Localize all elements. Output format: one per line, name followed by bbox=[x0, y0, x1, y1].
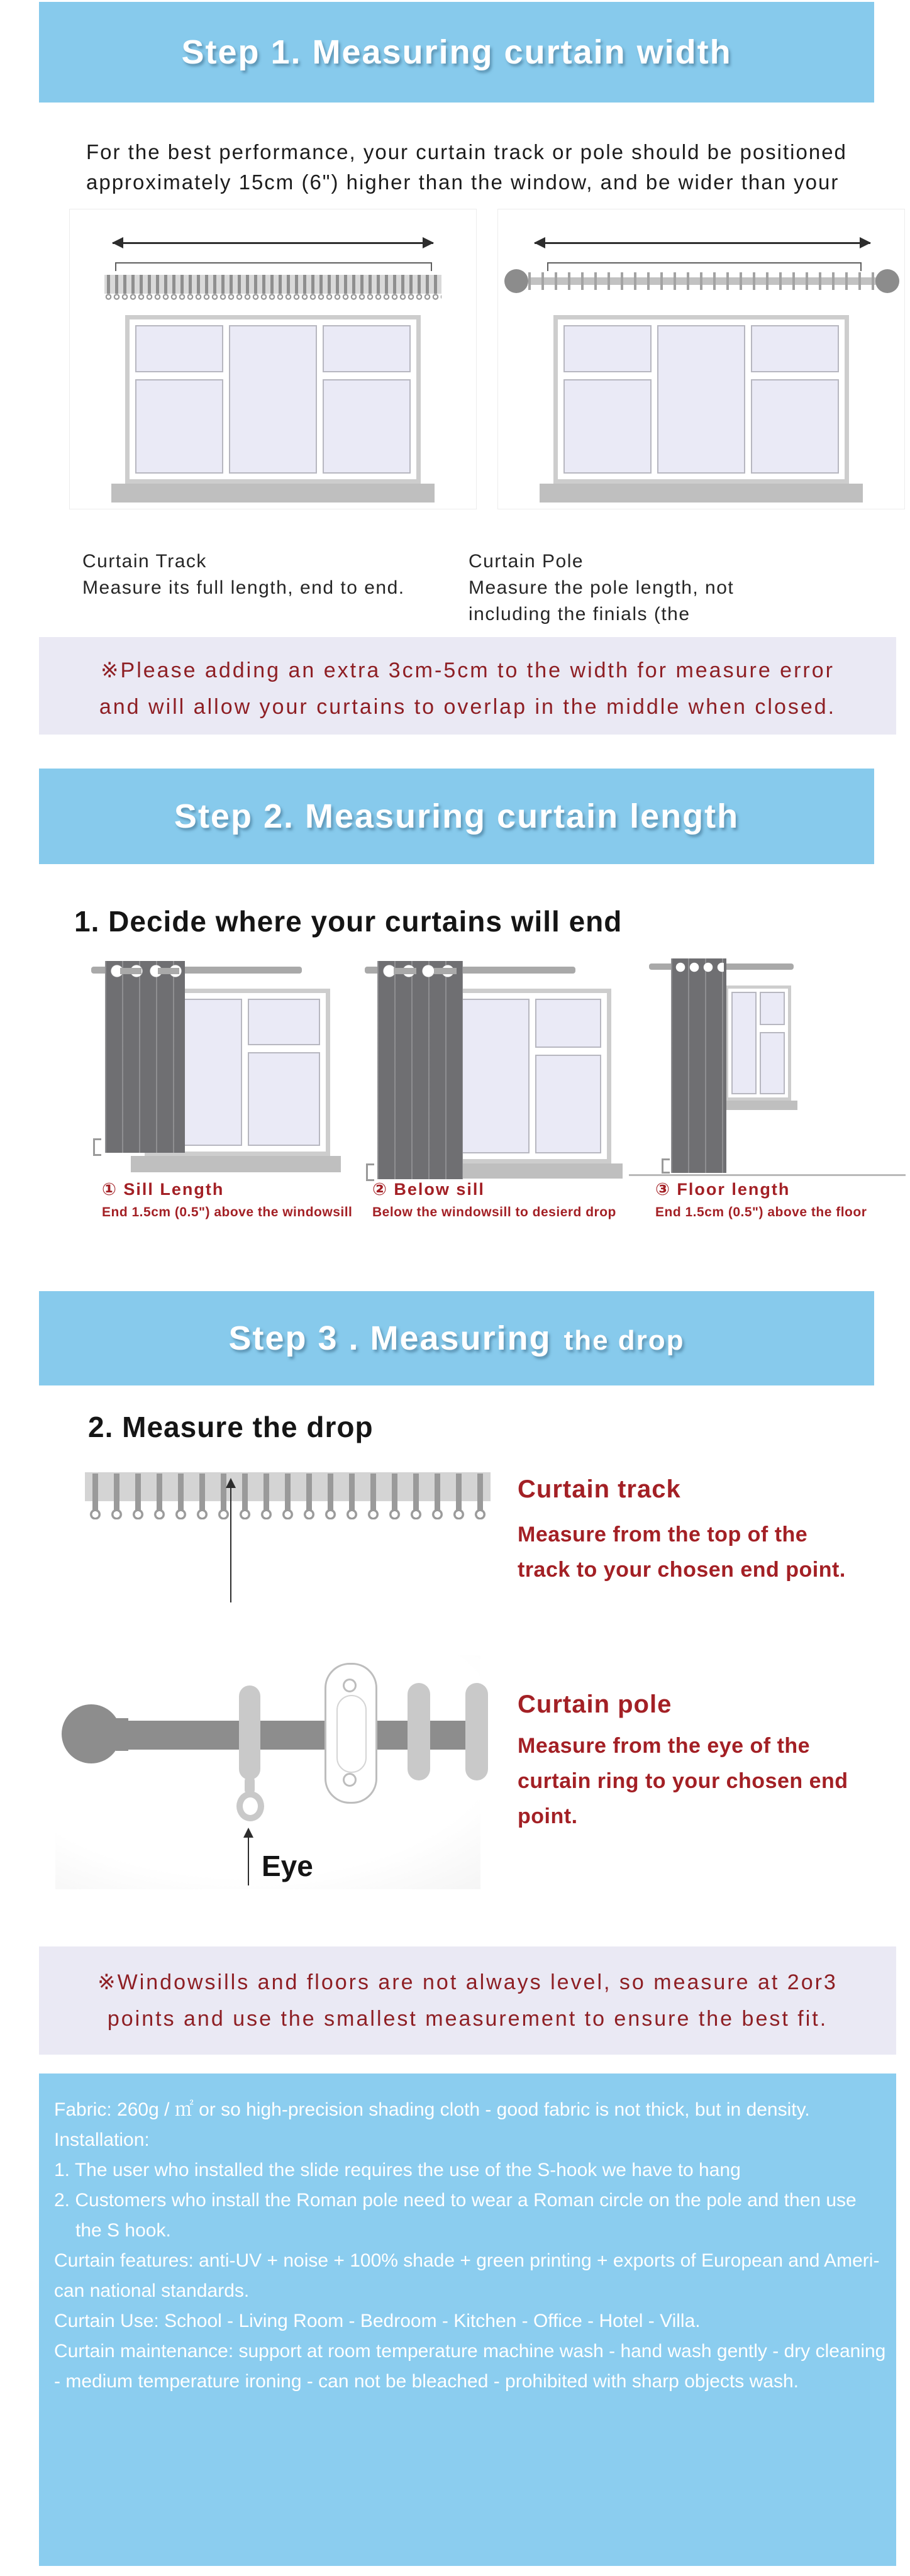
info-line: Curtain Use: School - Living Room - Bedroom - Kitchen - Office - Hotel - Villa. bbox=[54, 2311, 701, 2331]
curtain-graphic bbox=[105, 961, 185, 1153]
step3-title-sub: the drop bbox=[563, 1325, 685, 1356]
curtain-pole-width-diagram bbox=[497, 209, 905, 509]
step1-title: Step 1. Measuring curtain width bbox=[181, 33, 732, 71]
pole-segment bbox=[120, 968, 141, 974]
note-line-1: ※Please adding an extra 3cm-5cm to the width for measure error bbox=[101, 658, 835, 682]
window-illustration bbox=[725, 985, 791, 1101]
info-line: 1. The user who installed the slide requires the use of the S-hook we have to hang bbox=[54, 2160, 741, 2180]
track-drop-text bbox=[518, 1517, 846, 1587]
windowsill bbox=[540, 484, 863, 502]
screw-icon bbox=[343, 1773, 357, 1787]
option-sill-length bbox=[69, 956, 353, 1236]
length-options-row bbox=[69, 956, 910, 1236]
finial-ball bbox=[62, 1704, 121, 1763]
step3-title bbox=[228, 1319, 684, 1358]
curtain-pole-graphic bbox=[528, 272, 877, 290]
track-drop-title: Curtain track bbox=[518, 1475, 681, 1503]
info-line: Installation: bbox=[54, 2129, 150, 2150]
product-info-panel bbox=[39, 2074, 896, 2566]
pole-drop-text bbox=[518, 1728, 848, 1834]
track-hook-rings bbox=[104, 294, 441, 301]
pole-drop-title: Curtain pole bbox=[518, 1690, 672, 1718]
measure-mark bbox=[366, 1163, 374, 1181]
curtain-track-graphic bbox=[104, 275, 441, 294]
window-illustration bbox=[440, 989, 611, 1163]
eye-label: Eye bbox=[262, 1850, 313, 1882]
ring-eye bbox=[236, 1791, 264, 1821]
step3-subheading: 2. Measure the drop bbox=[88, 1411, 374, 1443]
intro-line-1: For the best performance, your curtain track or pole should be positioned bbox=[86, 140, 847, 164]
curtain-ring bbox=[465, 1683, 488, 1780]
measure-bracket bbox=[547, 262, 862, 271]
info-line: Curtain maintenance: support at room temperature machine wash - hand wash gently - dry cleaning bbox=[54, 2341, 886, 2362]
option-below-sill bbox=[352, 956, 623, 1236]
info-line: 2. Customers who install the Roman pole need to wear a Roman circle on the pole and then use bbox=[54, 2190, 857, 2211]
pole-segment bbox=[394, 968, 416, 974]
pole-caption-line-2: including the finials (the bbox=[469, 604, 691, 625]
pole-segment bbox=[158, 968, 179, 974]
width-arrow-icon bbox=[535, 242, 870, 244]
note-line-2: and will allow your curtains to overlap in the middle when closed. bbox=[99, 695, 836, 719]
option-label: ② Below sill bbox=[372, 1180, 485, 1199]
curtain-graphic bbox=[377, 961, 463, 1179]
floor-line bbox=[629, 1174, 906, 1176]
option-label: ③ Floor length bbox=[655, 1180, 791, 1199]
option-desc: End 1.5cm (0.5") above the windowsill bbox=[102, 1205, 353, 1219]
wall-bracket bbox=[325, 1663, 377, 1804]
width-measure-note bbox=[39, 637, 896, 735]
curtain-track-width-diagram bbox=[69, 209, 477, 509]
step1-intro-paragraph bbox=[86, 137, 847, 197]
track-drop-line-1: Measure from the top of the bbox=[518, 1523, 808, 1546]
option-desc: End 1.5cm (0.5") above the floor bbox=[655, 1205, 867, 1219]
grommets bbox=[674, 962, 724, 973]
windowsill bbox=[111, 484, 435, 502]
intro-line-2: approximately 15cm (6") higher than the window, and be wider than your bbox=[86, 170, 840, 194]
pole-drop-line-1: Measure from the eye of the bbox=[518, 1734, 811, 1758]
measure-mark bbox=[93, 1138, 101, 1156]
pole-finial-right bbox=[875, 269, 899, 293]
windowsill bbox=[131, 1156, 341, 1172]
info-line: Fabric: 260g / ㎡ or so high-precision shading cloth - good fabric is not thick, but in density. bbox=[54, 2099, 810, 2120]
info-line: the S hook. bbox=[75, 2220, 171, 2241]
note-line-1: ※Windowsills and floors are not always level, so measure at 2or3 bbox=[97, 1970, 838, 1994]
step2-title: Step 2. Measuring curtain length bbox=[174, 797, 740, 835]
step1-header-band bbox=[39, 2, 874, 103]
option-desc: Below the windowsill to desierd drop bbox=[372, 1205, 616, 1219]
glider-rings bbox=[85, 1509, 491, 1519]
bracket-slot bbox=[336, 1695, 367, 1773]
screw-icon bbox=[343, 1679, 357, 1692]
curtain-graphic bbox=[671, 958, 726, 1173]
pole-caption bbox=[469, 548, 734, 628]
pole-caption-line-1: Measure the pole length, not bbox=[469, 577, 735, 598]
width-arrow-icon bbox=[113, 242, 433, 244]
pole-caption-title: Curtain Pole bbox=[469, 551, 584, 572]
pole-drop-line-3: point. bbox=[518, 1804, 578, 1828]
curtain-ring bbox=[239, 1685, 260, 1780]
track-caption bbox=[82, 548, 405, 601]
eye-arrow-icon bbox=[248, 1829, 249, 1885]
step3-title-main: Step 3 . Measuring bbox=[228, 1319, 552, 1357]
curtain-pole-closeup bbox=[55, 1655, 480, 1889]
info-line: - medium temperature ironing - can not be bleached - prohibited with sharp objects wash. bbox=[54, 2371, 799, 2392]
window-illustration bbox=[553, 315, 849, 484]
option-label: ① Sill Length bbox=[102, 1180, 225, 1199]
step3-header-band bbox=[39, 1291, 874, 1385]
measure-mark bbox=[662, 1158, 670, 1174]
option-floor-length bbox=[629, 956, 910, 1236]
curtain-ring bbox=[408, 1683, 430, 1780]
track-caption-line: Measure its full length, end to end. bbox=[82, 577, 405, 598]
measure-bracket bbox=[115, 262, 432, 271]
track-gliders bbox=[85, 1474, 491, 1513]
step2-header-band bbox=[39, 769, 874, 864]
pole-finial-left bbox=[504, 269, 528, 293]
note-line-2: points and use the smallest measurement to ensure the best fit. bbox=[107, 2007, 828, 2031]
finial-neck bbox=[116, 1718, 128, 1751]
window-illustration bbox=[125, 315, 421, 484]
info-line: Curtain features: anti-UV + noise + 100% shade + green printing + exports of European and Ameri- bbox=[54, 2250, 880, 2271]
drop-arrow-icon bbox=[230, 1479, 231, 1602]
pole-drop-line-2: curtain ring to your chosen end bbox=[518, 1769, 848, 1793]
track-drop-line-2: track to your chosen end point. bbox=[518, 1558, 846, 1582]
track-caption-title: Curtain Track bbox=[82, 551, 207, 572]
step2-subheading: 1. Decide where your curtains will end bbox=[74, 905, 623, 938]
info-line: can national standards. bbox=[54, 2280, 250, 2301]
pole-segment bbox=[434, 968, 457, 974]
level-measure-note bbox=[39, 1946, 896, 2055]
